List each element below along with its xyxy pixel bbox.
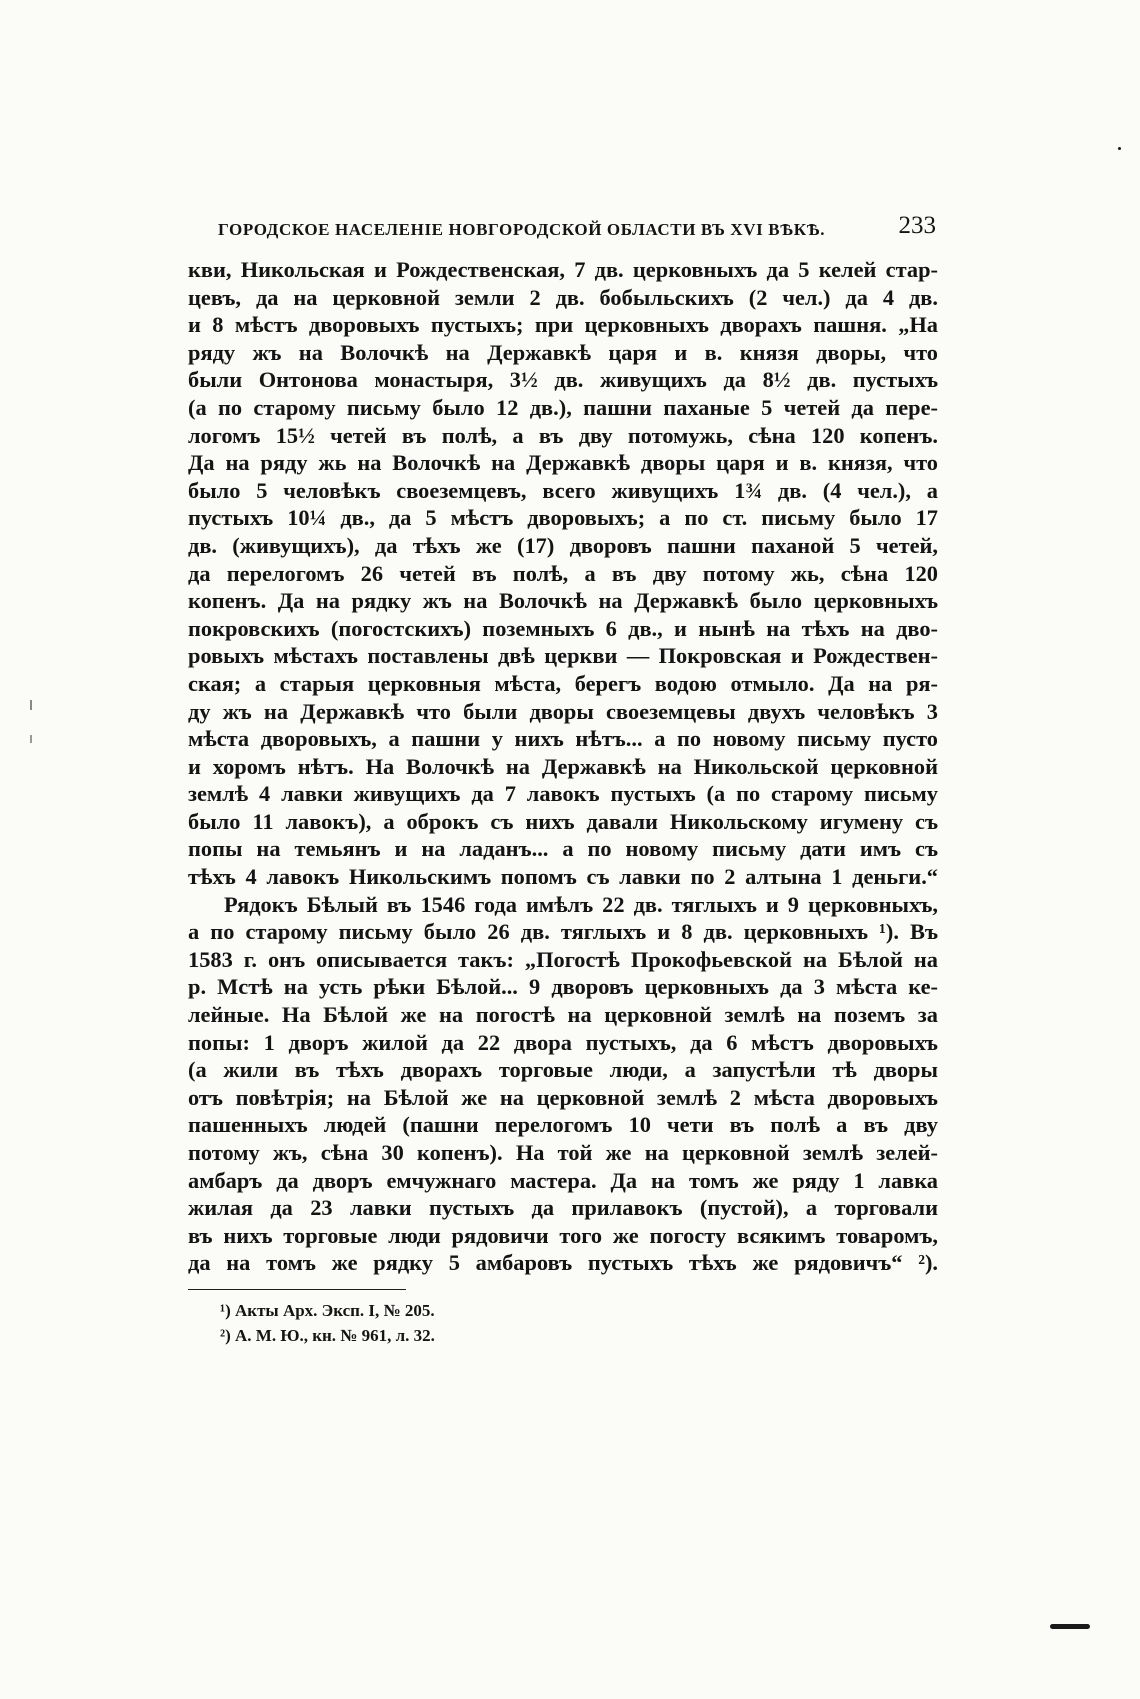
text-line: амбаръ да дворъ емчужнаго мастера. Да на томъ же ряду 1 лавка — [188, 1167, 938, 1193]
scan-tick — [30, 735, 32, 743]
text-line: пустыхъ 10¼ дв., да 5 мѣстъ дворовыхъ; а по ст. письму было 17 — [188, 505, 938, 531]
scan-speck — [1118, 147, 1121, 150]
text-line: было 5 человѣкъ своеземцевъ, всего живущихъ 1¾ дв. (4 чел.), а — [188, 477, 938, 503]
text-line: ряду жъ на Волочкѣ на Державкѣ царя и в. князя дворы, что — [188, 339, 938, 365]
text-line: 1583 г. онъ описывается такъ: „Погостѣ Прокофьевской на Бѣлой на — [188, 946, 938, 972]
text-line: лейные. На Бѣлой же на погостѣ на церковной землѣ на поземъ за — [188, 1002, 938, 1028]
text-line: тѣхъ 4 лавокъ Никольскимъ попомъ съ лавки по 2 алтына 1 деньги.“ — [188, 864, 938, 890]
running-head — [188, 210, 938, 250]
text-line: и 8 мѣстъ дворовыхъ пустыхъ; при церковныхъ дворахъ пашня. „На — [188, 312, 938, 338]
text-line: дв. (живущихъ), да тѣхъ же (17) дворовъ пашни паханой 5 четей, — [188, 532, 938, 558]
footnote: ²) А. М. Ю., кн. № 961, л. 32. — [220, 1325, 435, 1345]
text-line: (а жили въ тѣхъ дворахъ торговые люди, а запустѣли тѣ дворы — [188, 1057, 938, 1083]
text-line: кви, Никольская и Рождественская, 7 дв. церковныхъ да 5 келей стар- — [188, 257, 938, 282]
scan-dash-mark — [1050, 1624, 1090, 1629]
text-line: отъ повѣтрія; на Бѣлой же на церковной землѣ 2 мѣста дворовыхъ — [188, 1084, 938, 1110]
text-line: пашенныхъ людей (пашни перелогомъ 10 чети въ полѣ а въ дву — [188, 1112, 938, 1138]
text-line: мѣста дворовыхъ, а пашни у нихъ нѣтъ... а по новому письму пусто — [188, 726, 938, 752]
text-line: логомъ 15½ четей въ полѣ, а въ дву потомужь, сѣна 120 копенъ. — [188, 422, 938, 448]
paragraph-first-line: Рядокъ Бѣлый въ 1546 года имѣлъ 22 дв. тяглыхъ и 9 церковныхъ, — [224, 891, 938, 917]
text-line: въ нихъ торговые люди рядовичи того же погосту всякимъ товаромъ, — [188, 1222, 938, 1248]
text-line: потому жъ, сѣна 30 копенъ). На той же на церковной землѣ зелей- — [188, 1140, 938, 1165]
footnote-rule — [188, 1289, 406, 1290]
text-line: а по старому письму было 26 дв. тяглыхъ и 8 дв. церковныхъ ¹). Въ — [188, 919, 938, 945]
text-line: попы на темьянъ и на ладанъ... а по новому письму дати имъ съ — [188, 836, 938, 862]
text-line: покровскихъ (погостскихъ) поземныхъ 6 дв., и нынѣ на тѣхъ на дво- — [188, 615, 938, 641]
text-line: ская; а старыя церковныя мѣста, берегъ водою отмыло. Да на ря- — [188, 670, 938, 696]
text-line: цевъ, да на церковной земли 2 дв. бобыльскихъ (2 чел.) да 4 дв. — [188, 284, 938, 310]
text-line: ду жъ на Державкѣ что были дворы своеземцевы двухъ человѣкъ 3 — [188, 698, 938, 724]
scan-tick — [30, 700, 32, 710]
text-line: р. Мстѣ на усть рѣки Бѣлой... 9 дворовъ церковныхъ да 3 мѣста ке- — [188, 974, 938, 1000]
text-line: (а по старому письму было 12 дв.), пашни паханые 5 четей да пере- — [188, 394, 938, 420]
text-line: попы: 1 дворъ жилой да 22 двора пустыхъ, да 6 мѣстъ дворовыхъ — [188, 1029, 938, 1055]
book-page — [188, 210, 938, 1348]
running-title: ГОРОДСКОЕ НАСЕЛЕНІЕ НОВГОРОДСКОЙ ОБЛАСТИ ВЪ XVI ВѢКѢ. — [218, 220, 826, 239]
text-line: и хоромъ нѣтъ. На Волочкѣ на Державкѣ на Никольской церковной — [188, 753, 938, 779]
text-line: жилая да 23 лавки пустыхъ да прилавокъ (пустой), а торговали — [188, 1195, 938, 1221]
page-number: 233 — [898, 212, 936, 239]
text-line: ровыхъ мѣстахъ поставлены двѣ церкви — Покровская и Рождествен- — [188, 643, 938, 669]
text-line: землѣ 4 лавки живущихъ да 7 лавокъ пустыхъ (а по старому письму — [188, 781, 938, 807]
text-line: копенъ. Да на рядку жъ на Волочкѣ на Державкѣ было церковныхъ — [188, 588, 938, 614]
footnotes — [188, 1298, 938, 1348]
text-line: да перелогомъ 26 четей въ полѣ, а въ дву потому жь, сѣна 120 — [188, 560, 938, 586]
body-text — [188, 256, 938, 1277]
text-line: да на томъ же рядку 5 амбаровъ пустыхъ тѣхъ же рядовичъ“ ²). — [188, 1250, 938, 1276]
text-line: были Онтонова монастыря, 3½ дв. живущихъ да 8½ дв. пустыхъ — [188, 367, 938, 393]
text-line: Да на ряду жь на Волочкѣ на Державкѣ дворы царя и в. князя, что — [188, 450, 938, 476]
text-line: было 11 лавокъ), а оброкъ съ нихъ давали Никольскому игумену съ — [188, 808, 938, 834]
footnote: ¹) Акты Арх. Эксп. I, № 205. — [220, 1300, 435, 1320]
